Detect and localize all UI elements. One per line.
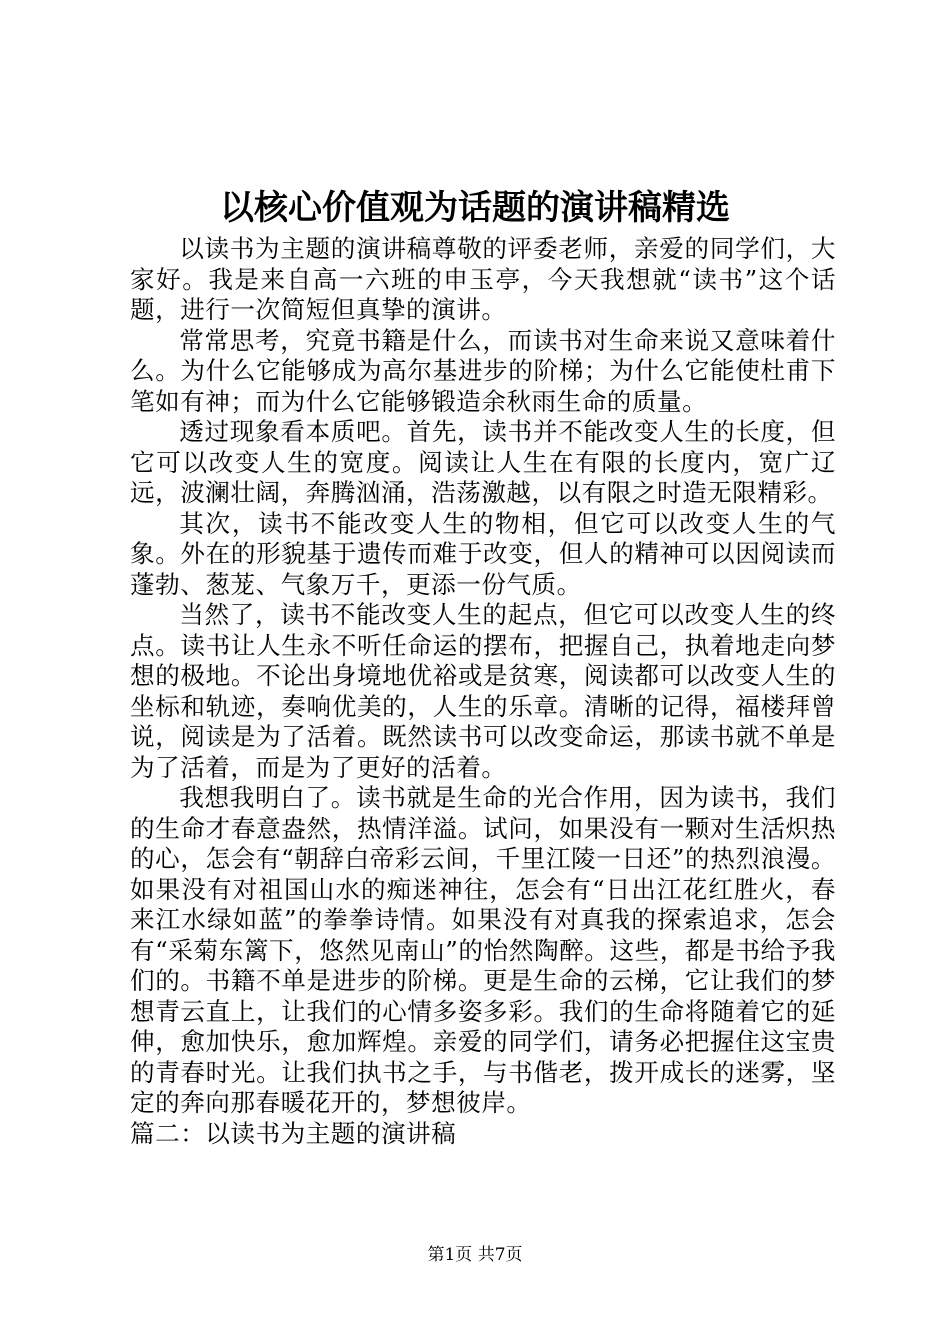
paragraph-6: 我想我明白了。读书就是生命的光合作用，因为读书，我们的生命才春意盎然，热情洋溢。试问，如果没有一颗对生活炽热的心，怎会有“朝辞白帝彩云间，千里江陵一日还”的热烈浪漫。如果没有对祖国山水的痴迷神往，怎会有“日出江花红胜火，春来江水绿如蓝”的拳拳诗情。如果没有对真我的探索追求，怎会有“采菊东篱下，悠然见南山”的怡然陶醉。这些，都是书给予我们的。书籍不单是进步的阶梯。更是生命的云梯，它让我们的梦想青云直上，让我们的心情多姿多彩。我们的生命将随着它的延伸，愈加快乐，愈加辉煌。亲爱的同学们，请务必把握住这宝贵的青春时光。让我们执书之手，与书偕老，拨开成长的迷雾，坚定的奔向那春暖花开的，梦想彼岸。 [130,783,836,1117]
section-heading: 篇二：以读书为主题的演讲稿 [130,1118,457,1148]
paragraph-3: 透过现象看本质吧。首先，读书并不能改变人生的长度，但它可以改变人生的宽度。阅读让人生在有限的长度内，宽广辽远，波澜壮阔，奔腾汹涌，浩荡激越，以有限之时造无限精彩。 [130,417,836,507]
paragraph-5: 当然了，读书不能改变人生的起点，但它可以改变人生的终点。读书让人生永不听任命运的摆布，把握自己，执着地走向梦想的极地。不论出身境地优裕或是贫寒，阅读都可以改变人生的坐标和轨迹，奏响优美的，人生的乐章。清晰的记得，福楼拜曾说，阅读是为了活着。既然读书可以改变命运，那读书就不单是为了活着，而是为了更好的活着。 [130,600,836,782]
paragraph-1: 以读书为主题的演讲稿尊敬的评委老师，亲爱的同学们，大家好。我是来自高一六班的申玉亭，今天我想就“读书”这个话题，进行一次简短但真挚的演讲。 [130,234,836,324]
page-footer: 第1页 共7页 [427,1245,523,1265]
paragraph-4: 其次，读书不能改变人生的物相，但它可以改变人生的气象。外在的形貌基于遗传而难于改变，但人的精神可以因阅读而蓬勃、葱茏、气象万千，更添一份气质。 [130,508,836,599]
paragraph-2: 常常思考，究竟书籍是什么，而读书对生命来说又意味着什么。为什么它能够成为高尔基进步的阶梯；为什么它能使杜甫下笔如有神；而为什么它能够锻造余秋雨生命的质量。 [130,325,836,416]
page-title: 以核心价值观为话题的演讲稿精选 [220,188,730,228]
document-body [130,234,836,1149]
